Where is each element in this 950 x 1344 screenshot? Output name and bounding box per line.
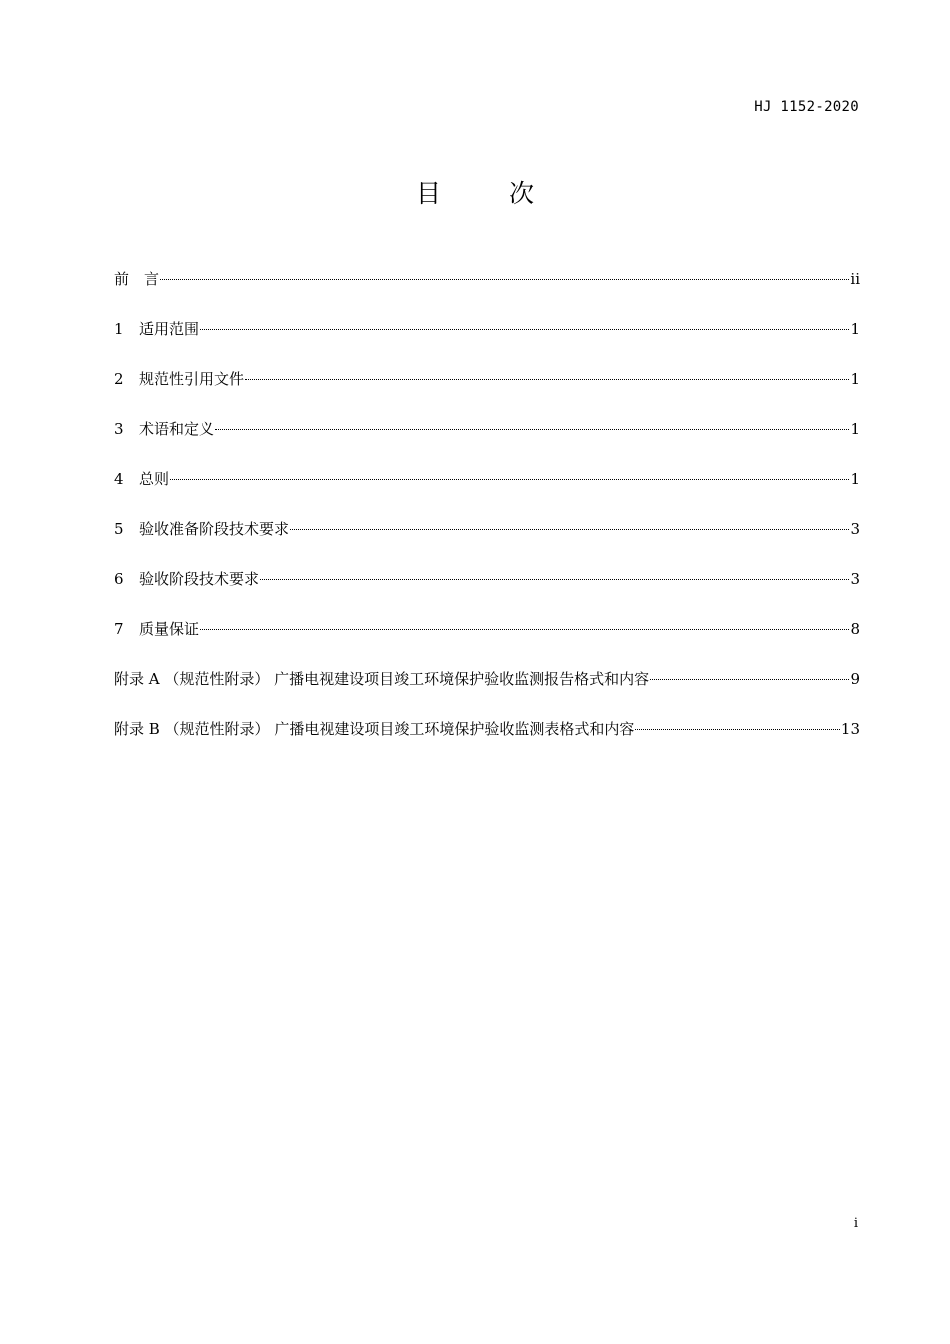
toc-entry-page: 1 <box>850 470 860 488</box>
toc-entry-6[interactable] <box>114 568 860 618</box>
page-number: i <box>853 1216 858 1231</box>
toc-entry-page: 9 <box>850 670 860 688</box>
toc-leader-dots <box>290 528 849 530</box>
toc-entry-label: 总则 <box>139 470 170 488</box>
toc-entry-number: 4 <box>114 470 124 488</box>
toc-entry-number: 5 <box>114 520 124 538</box>
toc-entry-page: 3 <box>850 520 860 538</box>
toc-entry-appendix-b[interactable] <box>114 718 860 768</box>
toc-entry-page: 1 <box>850 320 860 338</box>
toc-entry-label: 前 言 <box>114 270 160 288</box>
toc-entry-page: 1 <box>850 370 860 388</box>
toc-entry-label: 质量保证 <box>139 620 200 638</box>
table-of-contents <box>114 268 860 768</box>
toc-entry-label: 附录 B （规范性附录） 广播电视建设项目竣工环境保护验收监测表格式和内容 <box>114 720 635 738</box>
page-title: 目 次 <box>416 179 564 208</box>
toc-entry-page: 8 <box>850 620 860 638</box>
toc-entry-foreword[interactable] <box>114 268 860 318</box>
toc-entry-page: ii <box>850 270 860 288</box>
toc-leader-dots <box>245 378 849 380</box>
toc-leader-dots <box>215 428 849 430</box>
toc-entry-3[interactable] <box>114 418 860 468</box>
toc-leader-dots <box>200 328 849 330</box>
toc-entry-appendix-a[interactable] <box>114 668 860 718</box>
toc-entry-number: 6 <box>114 570 124 588</box>
toc-entry-label: 附录 A （规范性附录） 广播电视建设项目竣工环境保护验收监测报告格式和内容 <box>114 670 650 688</box>
standard-code: HJ 1152-2020 <box>754 99 859 115</box>
toc-entry-4[interactable] <box>114 468 860 518</box>
toc-leader-dots <box>160 278 849 280</box>
toc-entry-7[interactable] <box>114 618 860 668</box>
toc-leader-dots <box>200 628 849 630</box>
toc-entry-label: 术语和定义 <box>139 420 215 438</box>
toc-entry-label: 验收阶段技术要求 <box>139 570 260 588</box>
toc-leader-dots <box>635 728 840 730</box>
toc-leader-dots <box>650 678 849 680</box>
toc-entry-1[interactable] <box>114 318 860 368</box>
toc-entry-page: 13 <box>840 720 860 738</box>
toc-entry-2[interactable] <box>114 368 860 418</box>
toc-entry-number: 7 <box>114 620 124 638</box>
toc-entry-label: 规范性引用文件 <box>139 370 245 388</box>
toc-entry-number: 3 <box>114 420 124 438</box>
toc-entry-label: 适用范围 <box>139 320 200 338</box>
toc-leader-dots <box>170 478 849 480</box>
toc-entry-5[interactable] <box>114 518 860 568</box>
toc-entry-number: 2 <box>114 370 124 388</box>
toc-leader-dots <box>260 578 849 580</box>
toc-entry-label: 验收准备阶段技术要求 <box>139 520 290 538</box>
toc-entry-page: 1 <box>850 420 860 438</box>
toc-entry-number: 1 <box>114 320 124 338</box>
toc-entry-page: 3 <box>850 570 860 588</box>
